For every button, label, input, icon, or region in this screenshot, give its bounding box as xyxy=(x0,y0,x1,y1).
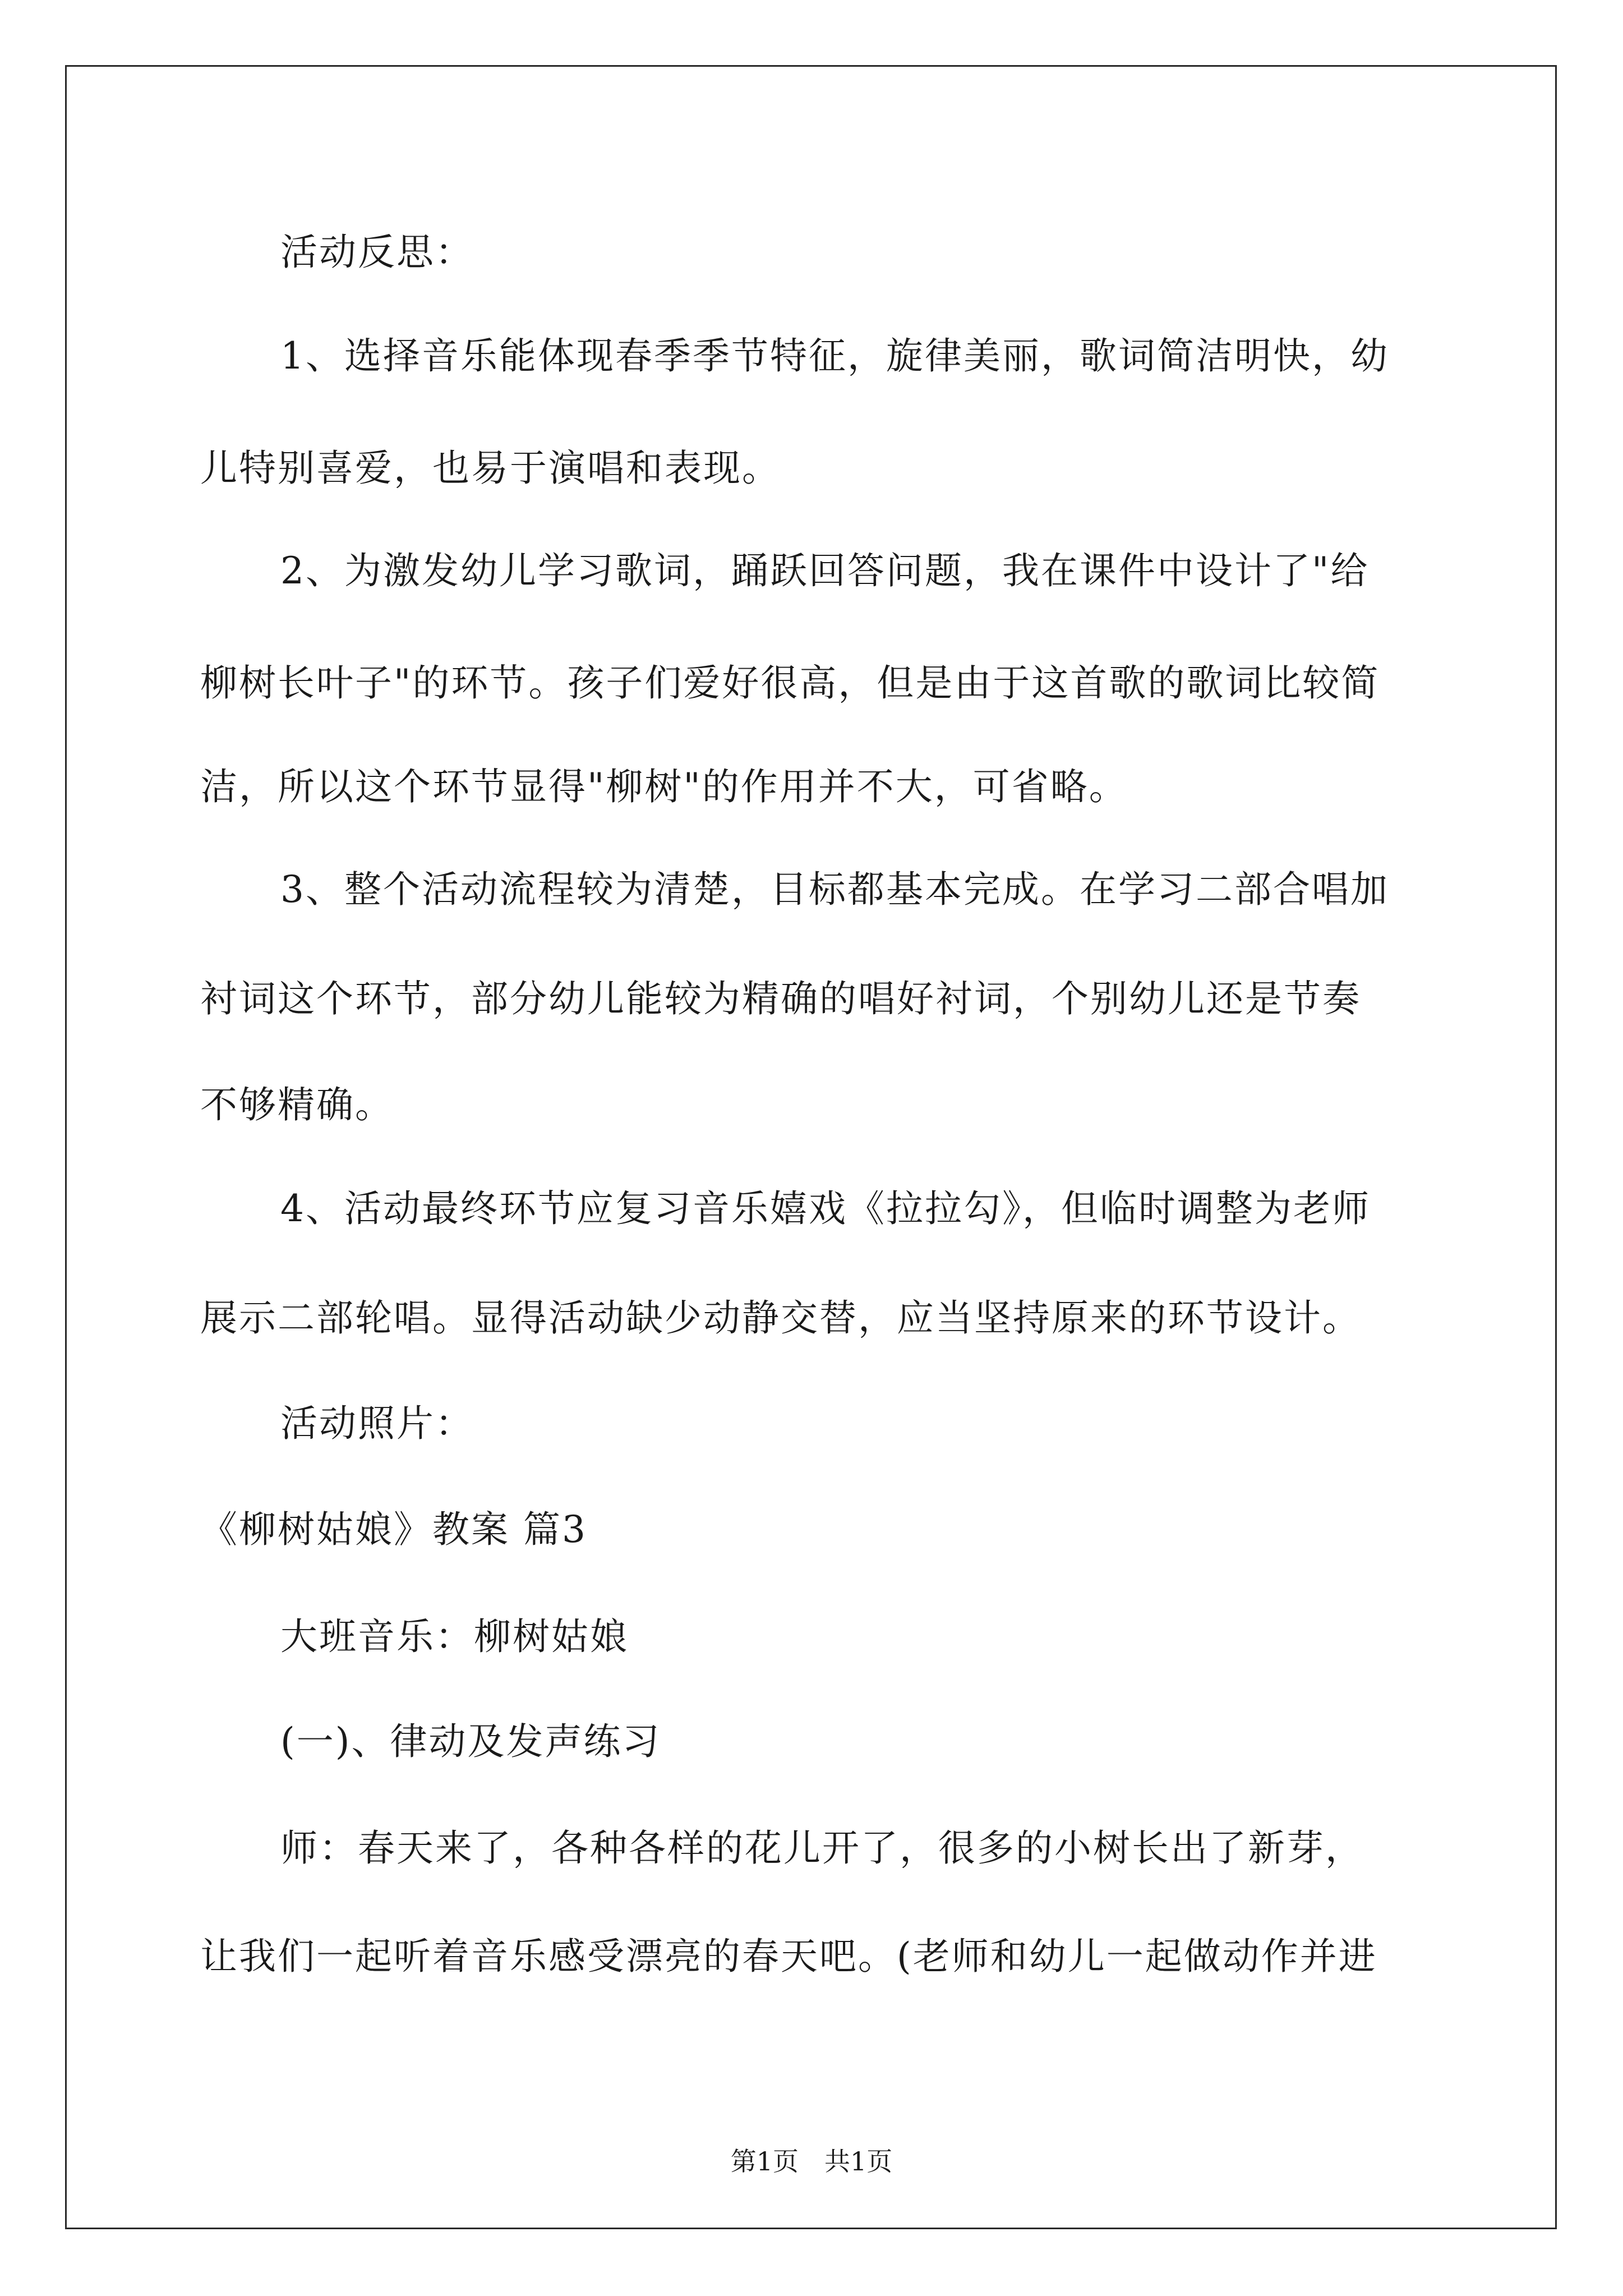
page-border xyxy=(65,65,1557,2229)
paragraph-line: 不够精确。 xyxy=(200,1083,394,1126)
paragraph-subtitle: 大班音乐：柳树姑娘 xyxy=(280,1615,629,1658)
paragraph-line: 1、选择音乐能体现春季季节特征，旋律美丽，歌词简洁明快，幼 xyxy=(280,334,1389,378)
paragraph-line: 3、整个活动流程较为清楚，目标都基本完成。在学习二部合唱加 xyxy=(280,868,1389,911)
page-number-footer: 第1页 共1页 xyxy=(730,2146,893,2177)
paragraph-line: 展示二部轮唱。显得活动缺少动静交替，应当坚持原来的环节设计。 xyxy=(200,1296,1361,1340)
paragraph-line: 让我们一起听着音乐感受漂亮的春天吧。(老师和幼儿一起做动作并进 xyxy=(200,1935,1377,1978)
paragraph-line: 衬词这个环节，部分幼儿能较为精确的唱好衬词，个别幼儿还是节奏 xyxy=(200,977,1361,1020)
paragraph-heading-photos: 活动照片： xyxy=(280,1402,474,1445)
paragraph-line: 师：春天来了，各种各样的花儿开了，很多的小树长出了新芽， xyxy=(280,1826,1364,1870)
paragraph-heading-reflection: 活动反思： xyxy=(280,231,474,274)
paragraph-line: 4、活动最终环节应复习音乐嬉戏《拉拉勾》，但临时调整为老师 xyxy=(280,1187,1371,1230)
paragraph-line: 儿特别喜爱，也易于演唱和表现。 xyxy=(200,447,781,490)
section-title: 《柳树姑娘》教案 篇3 xyxy=(200,1508,587,1551)
paragraph-subheading: (一)、律动及发声练习 xyxy=(280,1720,661,1763)
paragraph-line: 柳树长叶子"的环节。孩子们爱好很高，但是由于这首歌的歌词比较简 xyxy=(200,661,1380,705)
paragraph-line: 洁，所以这个环节显得"柳树"的作用并不大，可省略。 xyxy=(200,765,1128,808)
paragraph-line: 2、为激发幼儿学习歌词，踊跃回答问题，我在课件中设计了"给 xyxy=(280,549,1370,592)
